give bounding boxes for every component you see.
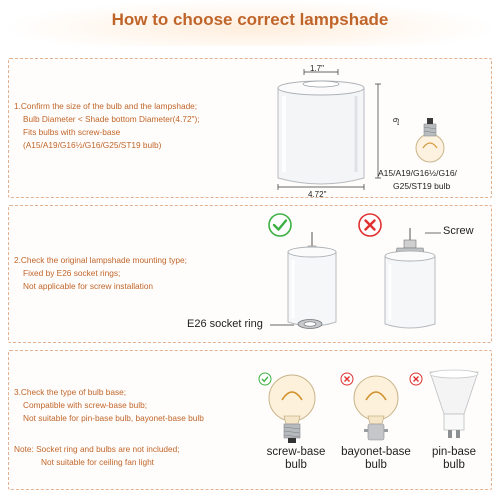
lampshade-dimension-illustration [270,60,390,200]
bayonet-base-bulb-label: bayonet-base [341,446,411,458]
dimension-bottom-label: 4.72" [308,190,327,199]
bayonet-base-bulb-label: bulb [365,459,387,471]
section3-line: Not suitable for pin-base bulb, bayonet-base bulb [23,413,204,423]
screw-label: Screw [443,225,474,237]
screw-base-bulb-label: bulb [285,459,307,471]
page-title: How to choose correct lampshade [111,10,389,29]
socket-ring-icon [295,318,325,330]
section2-heading: 2.Check the original lampshade mounting type; [14,255,187,265]
screw-base-bulb-illustration [262,372,322,446]
dimension-top-label: 1.7" [310,64,324,73]
pin-base-bulb-illustration [424,368,484,446]
bulb-types-label: A15/A19/G16½/G16/ [378,168,457,178]
section1-heading: 1.Confirm the size of the bulb and the lampshade; [14,101,198,111]
small-cross-icon [409,372,423,386]
pin-base-bulb-label: bulb [443,459,465,471]
screw-base-bulb-label: screw-base [266,446,326,458]
section1-line: Bulb Diameter < Shade bottom Diameter(4.72"); [23,114,200,124]
a19-bulb-illustration [412,110,448,166]
section2-line: Fixed by E26 socket rings; [23,268,121,278]
socket-ring-label: E26 socket ring [187,318,263,330]
section3-line: Compatible with screw-base bulb; [23,400,148,410]
section1-line: Fits bulbs with screw-base [23,127,121,137]
screw-pendant-illustration [375,228,445,332]
section1-line: (A15/A19/G16½/G16/G25/ST19 bulb) [23,140,162,150]
bayonet-base-bulb-illustration [346,372,406,446]
note-line: Not suitable for ceiling fan light [41,457,154,467]
pin-base-bulb-label: pin-base [431,446,477,458]
note-line: Note: Socket ring and bulbs are not included; [14,444,180,454]
socket-ring-pendant-illustration [278,232,362,332]
section3-heading: 3.Check the type of bulb base; [14,387,127,397]
section2-line: Not applicable for screw installation [23,281,154,291]
screw-pointer-line [425,231,445,235]
bulb-types-label: G25/ST19 bulb [393,181,451,191]
dimension-height-label: 6" [391,117,401,126]
